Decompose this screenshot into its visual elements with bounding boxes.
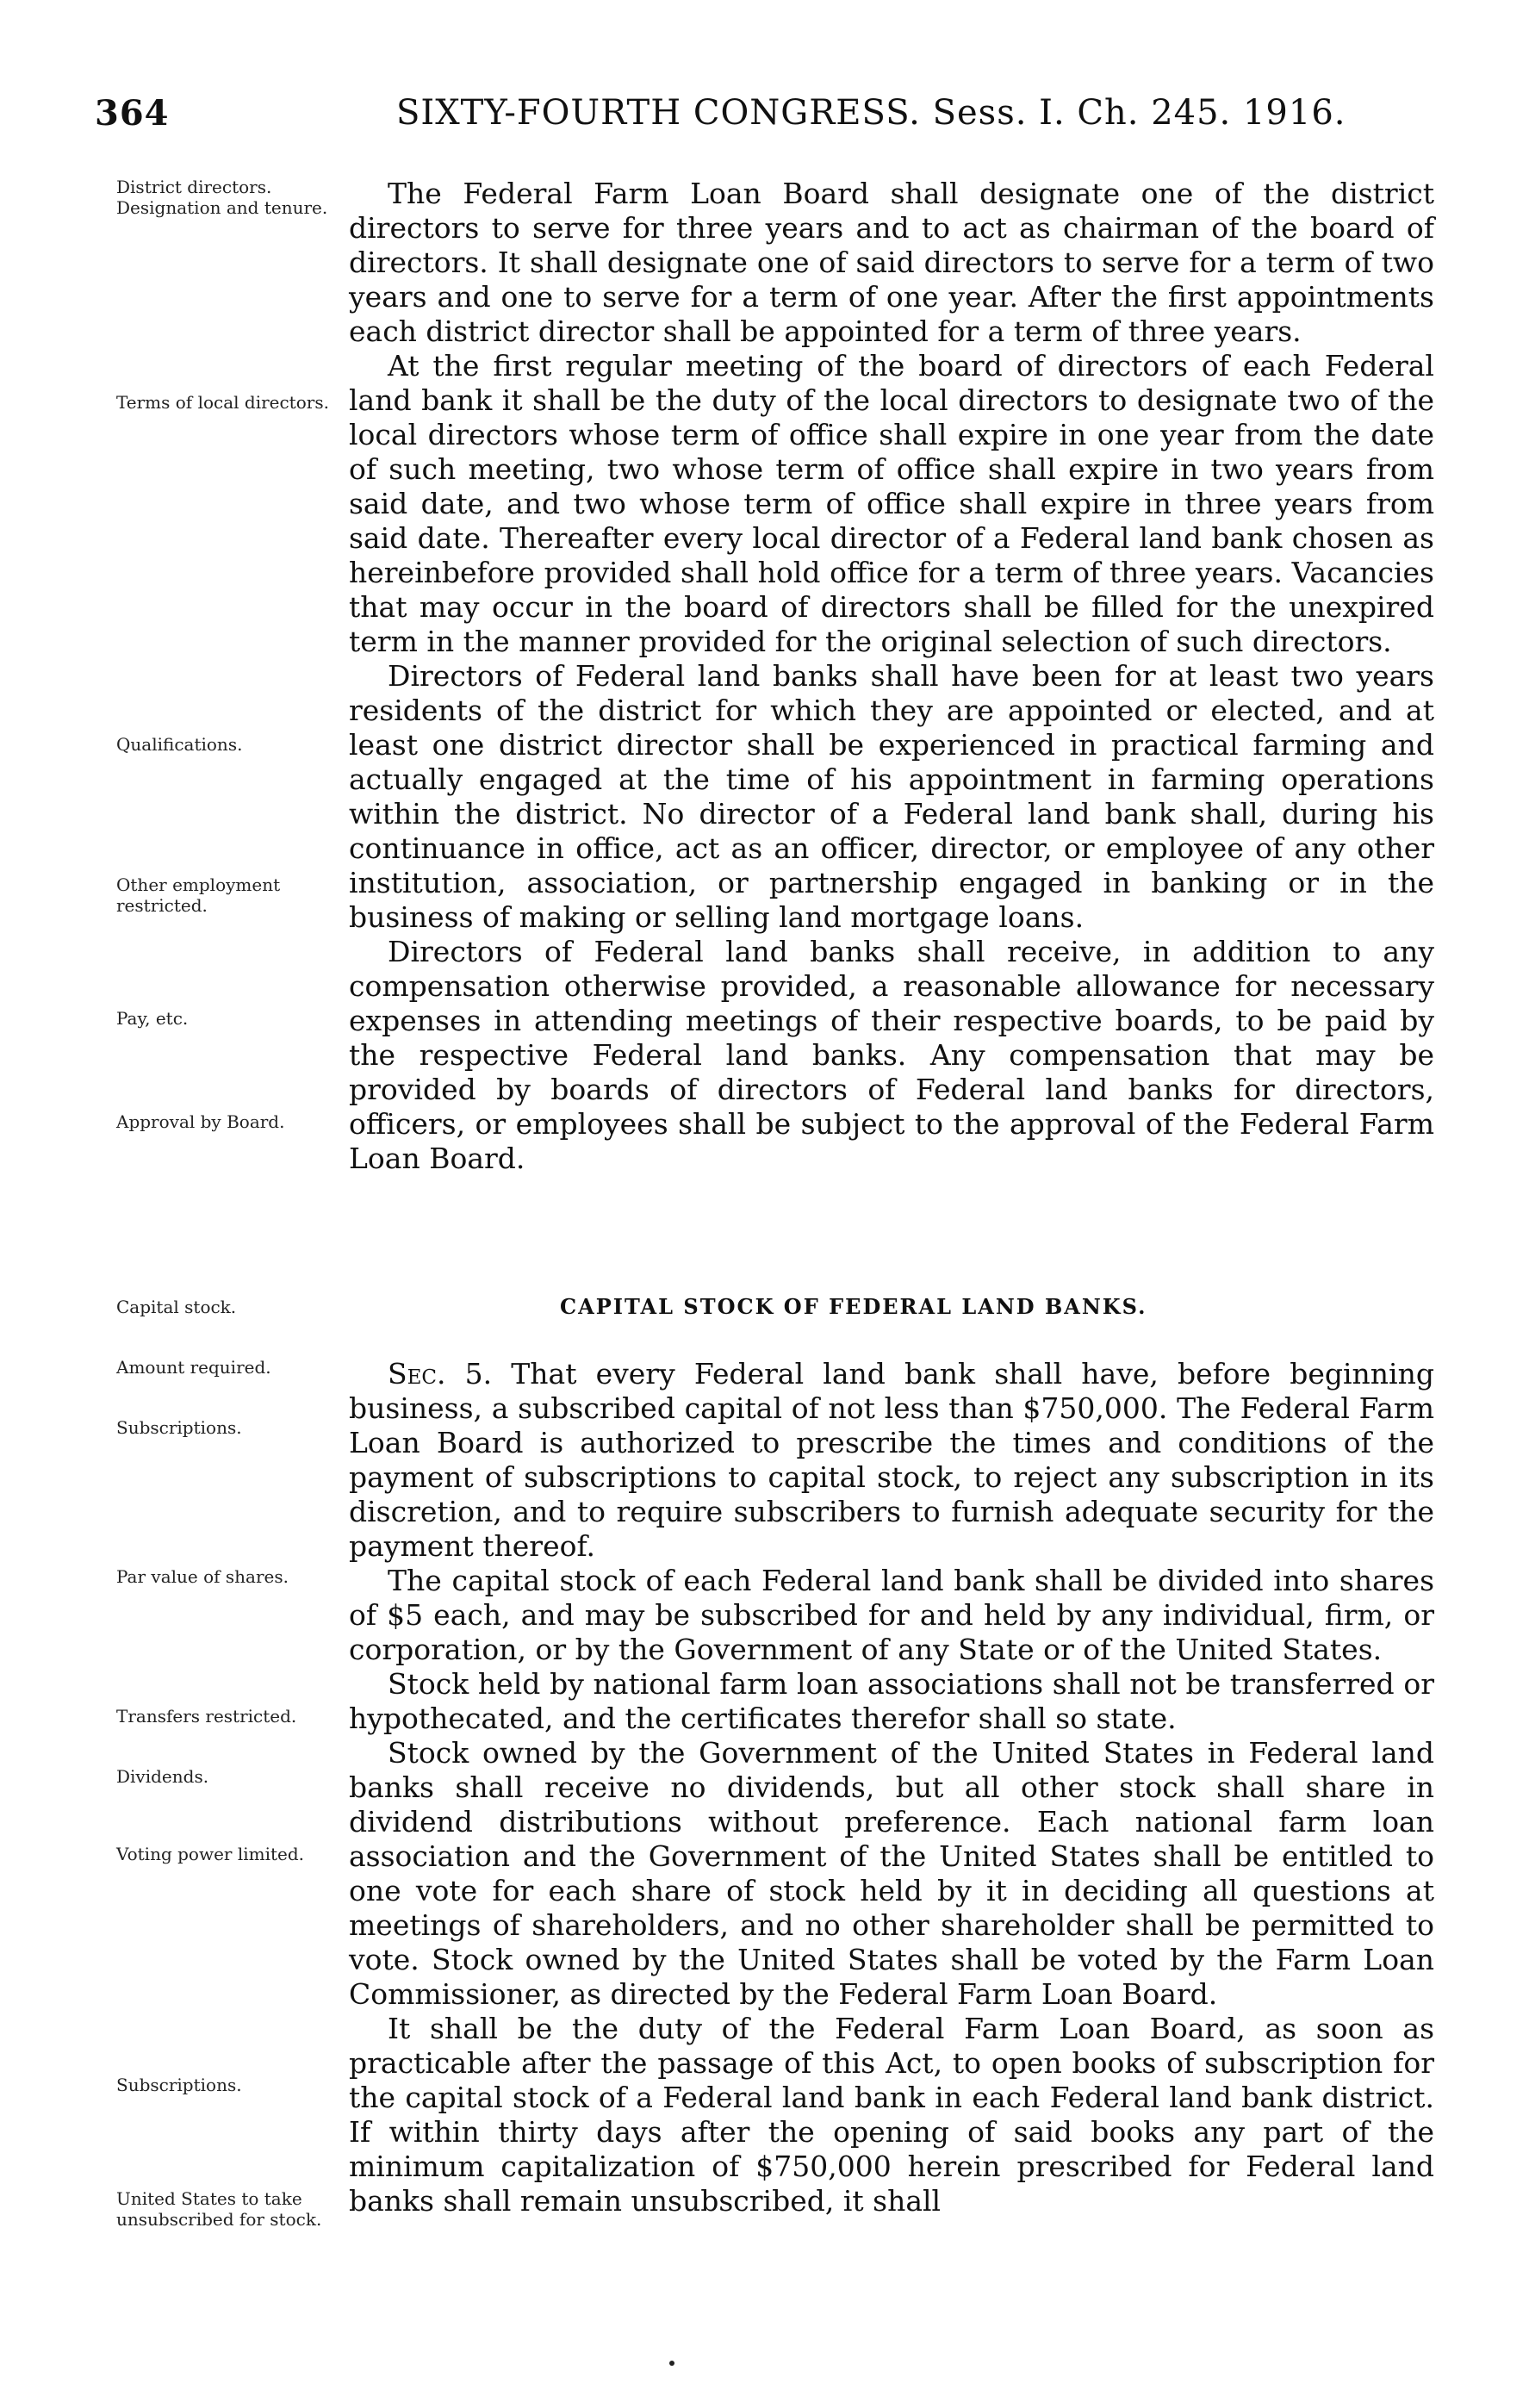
paragraph: Stock owned by the Government of the United States in Federal land banks shall receive no dividends, but all other stock shall share in dividend distributions without preference. Each national farm loan association and the Government of the United States shall be entitled to one vote for each share of stock held by it in deciding all questions at meetings of shareholders, and no other shareholder shall be permitted to vote. Stock owned by the United States shall be voted by the Farm Loan Commissioner, as directed by the Federal Farm Loan Board. [349,1736,1434,2011]
section-label: Sec. 5. [388,1357,493,1391]
paragraph: The capital stock of each Federal land bank shall be divided into shares of $5 each, and may be subscribed for and held by any individual, firm, or corporation, or by the Government of any State or of the United States. [349,1564,1434,1666]
body-section-directors [349,177,1434,1176]
margin-note: Terms of local directors. [116,392,329,413]
paragraph: At the first regular meeting of the board of directors of each Federal land bank it shall be the duty of the local directors to designate two of the local directors whose term of office shall expire in one year from the date of such meeting, two whose term of office shall expire in two years from said date, and two whose term of office shall expire in three years from said date. Thereafter every local director of a Federal land bank chosen as hereinbefore provided shall hold office for a term of three years. Vacancies that may occur in the board of directors shall be filled for the unexpired term in the manner provided for the original selection of such directors. [349,349,1434,658]
paragraph: The Federal Farm Loan Board shall designate one of the district directors to serve for three years and to act as chairman of the board of directors. It shall designate one of said directors to serve for a term of two years and one to serve for a term of one year. After the first appointments each district director shall be appointed for a term of three years. [349,177,1434,348]
margin-note: Amount required. [116,1357,271,1378]
margin-note: Other employment restricted. [116,874,281,916]
margin-note: Subscriptions. [116,2075,242,2095]
margin-note: Transfers restricted. [116,1706,297,1727]
body-section-capital-stock [349,1357,1434,2218]
margin-note: United States to take unsubscribed for stock. [116,2188,322,2230]
page-header [95,93,1439,145]
paragraph: Stock held by national farm loan associations shall not be transferred or hypothecated, and the certificates therefor shall so state. [349,1667,1434,1735]
paragraph: Directors of Federal land banks shall receive, in addition to any compensation otherwise provided, a reasonable allowance for necessary expenses in attending meetings of their respective boards, to be paid by the respective Federal land banks. Any compensation that may be provided by boards of directors of Federal land banks for directors, officers, or employees shall be subject to the approval of the Federal Farm Loan Board. [349,935,1434,1175]
margin-note: District directors. Designation and tenure. [116,177,328,218]
paragraph: It shall be the duty of the Federal Farm Loan Board, as soon as practicable after the passage of this Act, to open books of subscription for the capital stock of a Federal land bank in each Federal land bank district. If within thirty days after the opening of said books any part of the minimum capitalization of $750,000 herein prescribed for Federal land banks shall remain unsubscribed, it shall [349,2012,1434,2218]
page-dot [669,2361,674,2366]
section-text: That every Federal land bank shall have, before beginning business, a subscribed capital of not less than $750,000. The Federal Farm Loan Board is authorized to prescribe the times and conditions of the payment of subscriptions to capital stock, to reject any subscription in its discretion, and to require subscribers to furnish adequate security for the payment thereof. [349,1357,1434,1563]
margin-note: Voting power limited. [116,1844,305,1864]
margin-note: Approval by Board. [116,1111,285,1132]
margin-note: Capital stock. [116,1297,237,1317]
margin-note: Qualifications. [116,734,243,755]
page-number: 364 [95,93,170,134]
running-title: SIXTY-FOURTH CONGRESS. Sess. I. Ch. 245. 1916. [396,93,1346,133]
margin-note: Dividends. [116,1766,209,1787]
paragraph-sec5 [349,1357,1434,1564]
margin-note: Par value of shares. [116,1566,289,1587]
margin-note: Subscriptions. [116,1417,242,1438]
section-heading: CAPITAL STOCK OF FEDERAL LAND BANKS. [560,1294,1147,1319]
margin-note: Pay, etc. [116,1008,189,1029]
paragraph: Directors of Federal land banks shall have been for at least two years residents of the district for which they are appointed or elected, and at least one district director shall be experienced in practical farming and actually engaged at the time of his appointment in farming operations within the district. No director of a Federal land bank shall, during his continuance in office, act as an officer, director, or employee of any other institution, association, or partnership engaged in banking or in the business of making or selling land mortgage loans. [349,659,1434,934]
